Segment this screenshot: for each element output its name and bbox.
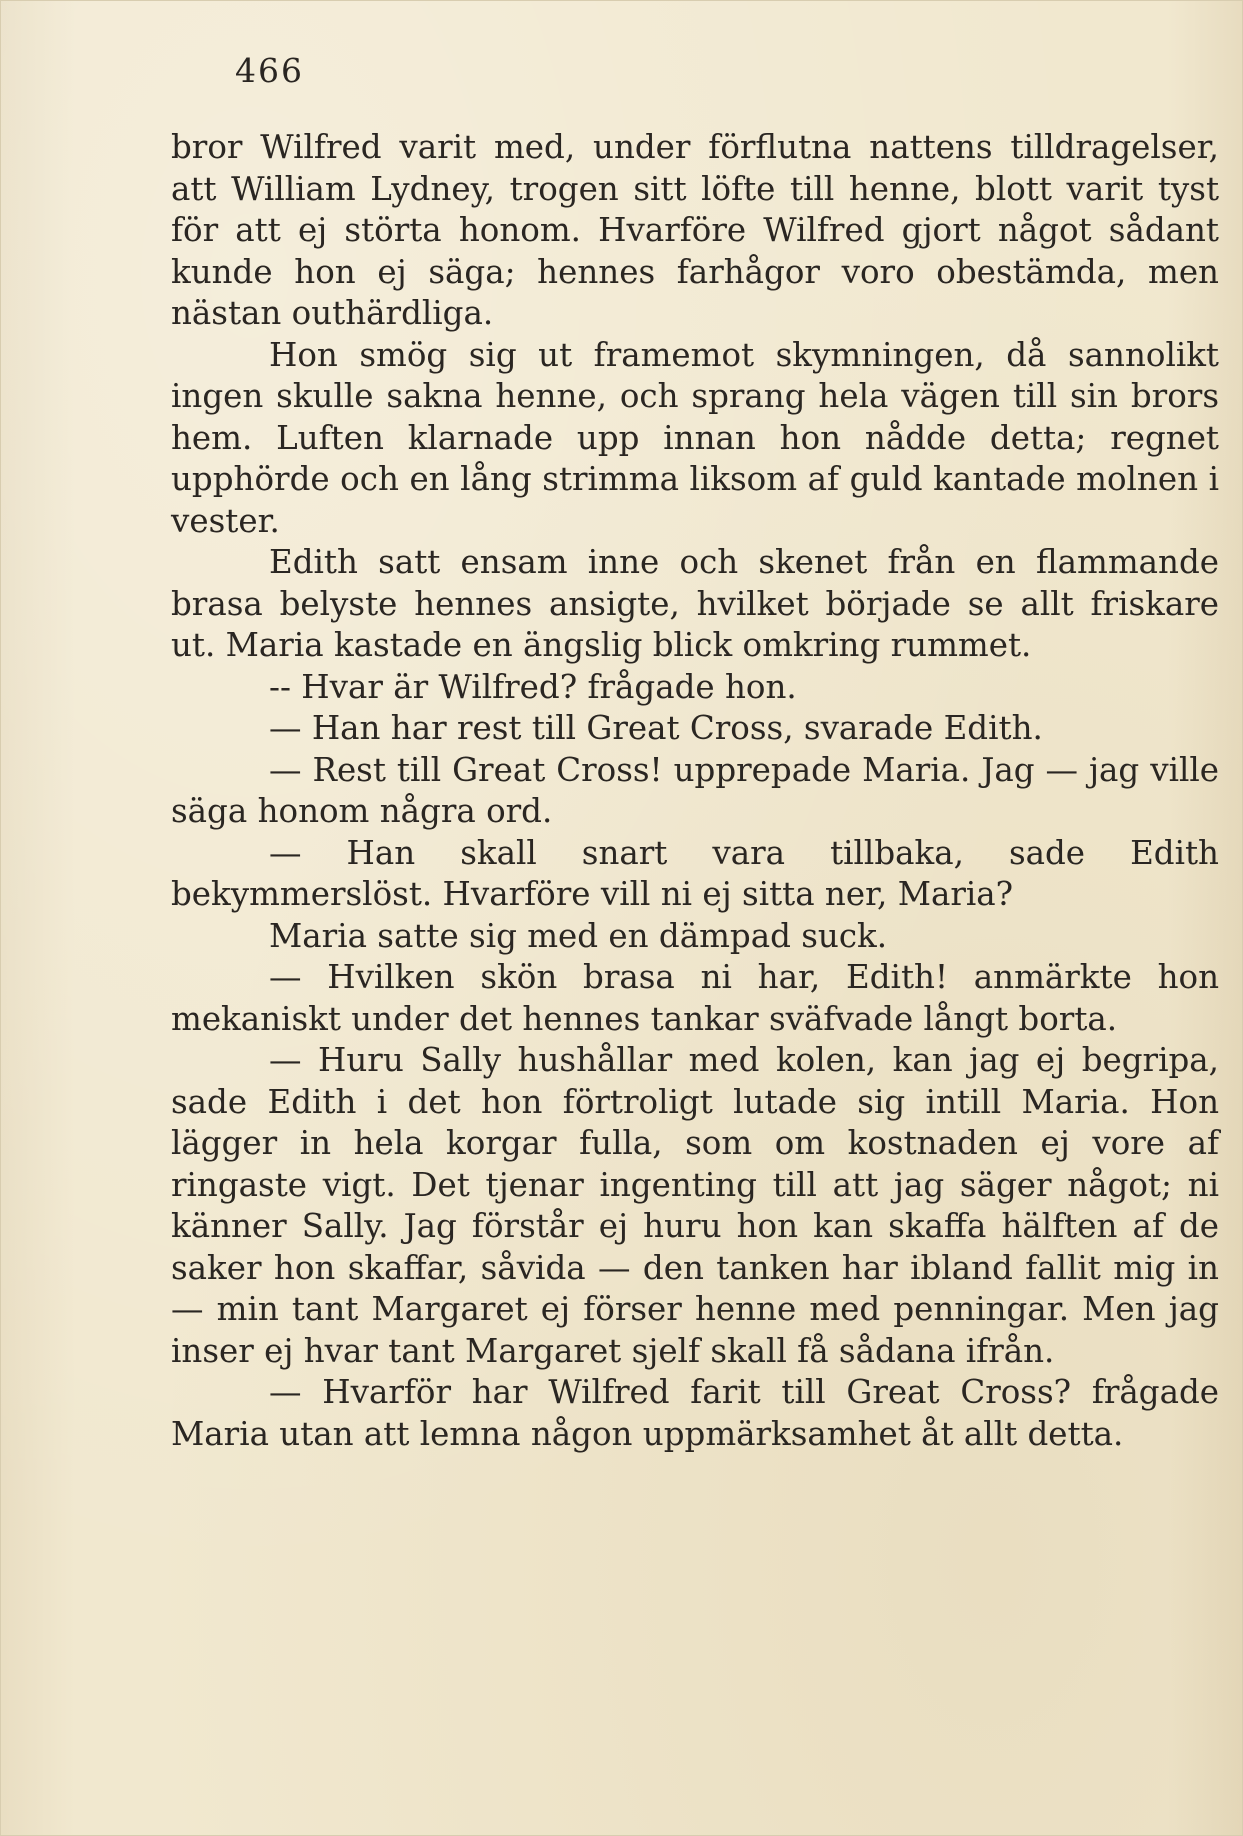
dialogue-line-3: — Rest till Great Cross! upprepade Maria. Jag — jag ville säga honom några ord. <box>171 750 1219 830</box>
body-text <box>171 127 1219 1455</box>
dialogue-line-5: — Hvilken skön brasa ni har, Edith! anmärkte hon mekaniskt under det hennes tankar sväfvade långt borta. <box>171 958 1219 1038</box>
paragraph-2: Hon smög sig ut framemot skymningen, då sannolikt ingen skulle sakna henne, och sprang hela vägen till sin brors hem. Luften klarnade upp innan hon nådde detta; regnet upphörde och en lång strimma liksom af guld kantade molnen i vester. <box>171 335 1219 540</box>
dialogue-line-4: — Han skall snart vara tillbaka, sade Edith bekymmerslöst. Hvarföre vill ni ej sitta ner, Maria? <box>171 833 1219 913</box>
paragraph-4: Maria satte sig med en dämpad suck. <box>269 916 888 955</box>
page-number: 466 <box>235 51 304 90</box>
dialogue-line-7: — Hvarför har Wilfred farit till Great Cross? frågade Maria utan att lemna någon uppmärksamhet åt allt detta. <box>171 1373 1219 1453</box>
dialogue-line-2: — Han har rest till Great Cross, svarade Edith. <box>269 709 1043 747</box>
paragraph-3: Edith satt ensam inne och skenet från en flammande brasa belyste hennes ansigte, hvilket började se allt friskare ut. Maria kastade en ängslig blick omkring rummet. <box>171 543 1219 664</box>
dialogue-line-6: — Huru Sally hushållar med kolen, kan jag ej begripa, sade Edith i det hon förtroligt lutade sig intill Maria. Hon lägger in hela korgar fulla, som om kostnaden ej vore af ringaste vigt. Det tjenar ingenting till att jag säger något; ni känner Sally. Jag förstår ej huru hon kan skaffa hälften af de saker hon skaffar, såvida — den tanken har ibland fallit mig in — min tant Margaret ej förser henne med penningar. Men jag inser ej hvar tant Margaret sjelf skall få sådana ifrån. <box>171 1041 1219 1370</box>
paragraph-1: bror Wilfred varit med, under förflutna nattens tilldragelser, att William Lydney, trogen sitt löfte till henne, blott varit tyst för att ej störta honom. Hvarföre Wilfred gjort något sådant kunde hon ej säga; hennes farhågor voro obestämda, men nästan outhärdliga. <box>171 128 1219 332</box>
dialogue-line-1: -- Hvar är Wilfred? frågade hon. <box>269 667 797 706</box>
